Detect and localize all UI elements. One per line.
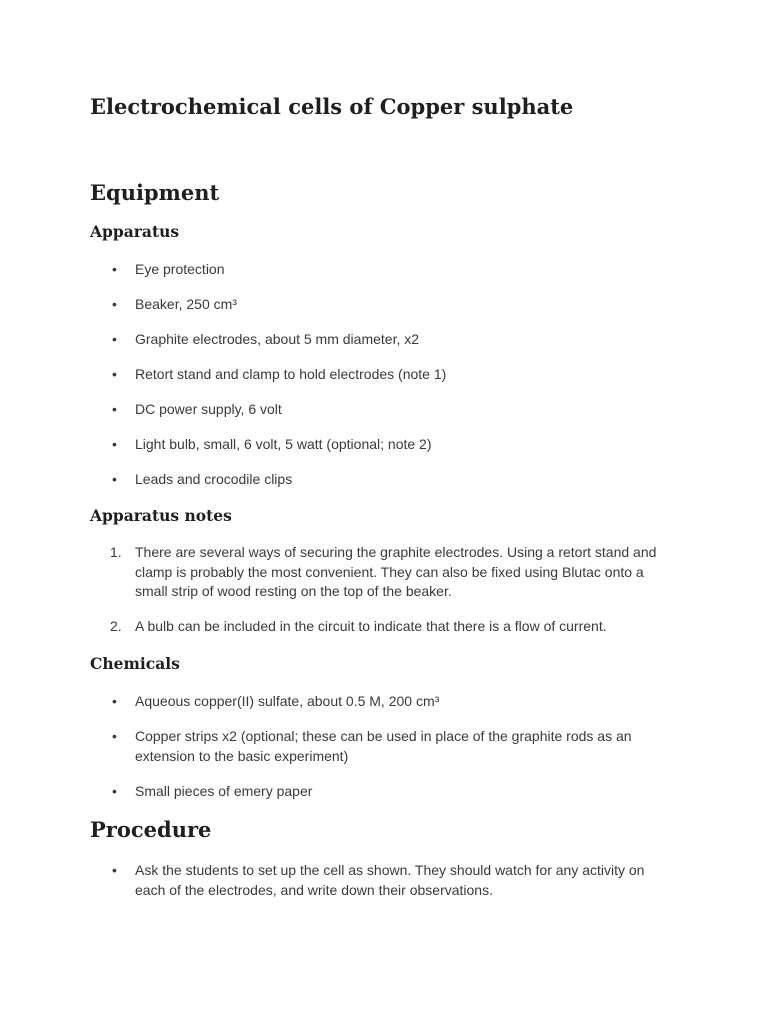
- list-item-text: A bulb can be included in the circuit to indicate that there is a flow of current.: [135, 618, 607, 634]
- list-item: [90, 435, 670, 455]
- list-item-text: Copper strips x2 (optional; these can be used in place of the graphite rods as an extension to the basic experiment): [135, 728, 632, 764]
- page-title: Electrochemical cells of Copper sulphate: [90, 94, 574, 119]
- list-item-text: Aqueous copper(II) sulfate, about 0.5 M, 200 cm³: [135, 693, 440, 709]
- section-heading-procedure: Procedure: [90, 817, 212, 842]
- list-item-text: Graphite electrodes, about 5 mm diameter, x2: [135, 331, 420, 347]
- list-item-text: Beaker, 250 cm³: [135, 296, 237, 312]
- list-item: [90, 470, 670, 490]
- subheading-apparatus: Apparatus: [90, 222, 180, 241]
- apparatus-notes-list: [90, 543, 670, 652]
- list-item-text: DC power supply, 6 volt: [135, 401, 282, 417]
- list-item: [90, 330, 670, 350]
- list-item-text: Light bulb, small, 6 volt, 5 watt (optional; note 2): [135, 436, 432, 452]
- list-item-text: Retort stand and clamp to hold electrodes (note 1): [135, 366, 447, 382]
- subheading-apparatus-notes: Apparatus notes: [90, 506, 232, 525]
- list-item: [90, 727, 670, 766]
- apparatus-list: [90, 260, 670, 505]
- list-item-text: Small pieces of emery paper: [135, 782, 313, 799]
- list-item-text: Eye protection: [135, 261, 225, 277]
- list-item: [90, 365, 670, 385]
- list-item: [90, 782, 670, 802]
- list-item: [90, 260, 670, 280]
- list-item: [90, 543, 670, 602]
- list-item-text: Ask the students to set up the cell as shown. They should watch for any activity on each of the electrodes, and write down their observations.: [135, 862, 645, 898]
- list-item: [90, 617, 670, 637]
- subheading-chemicals: Chemicals: [90, 654, 180, 673]
- chemicals-list: [90, 692, 670, 817]
- list-item: [90, 295, 670, 315]
- section-heading-equipment: Equipment: [90, 180, 220, 205]
- list-item: [90, 400, 670, 420]
- procedure-list: [90, 861, 670, 915]
- list-item: [90, 692, 670, 712]
- list-item-number: 1.: [110, 544, 122, 560]
- list-item-number: 2.: [110, 618, 122, 634]
- list-item: [90, 861, 670, 900]
- list-item-text: There are several ways of securing the graphite electrodes. Using a retort stand and clamp is probably the most convenient. They can also be fixed using Blutac onto a small strip of wood resting on the top of the beaker.: [135, 544, 657, 599]
- list-item-text: Leads and crocodile clips: [135, 471, 293, 487]
